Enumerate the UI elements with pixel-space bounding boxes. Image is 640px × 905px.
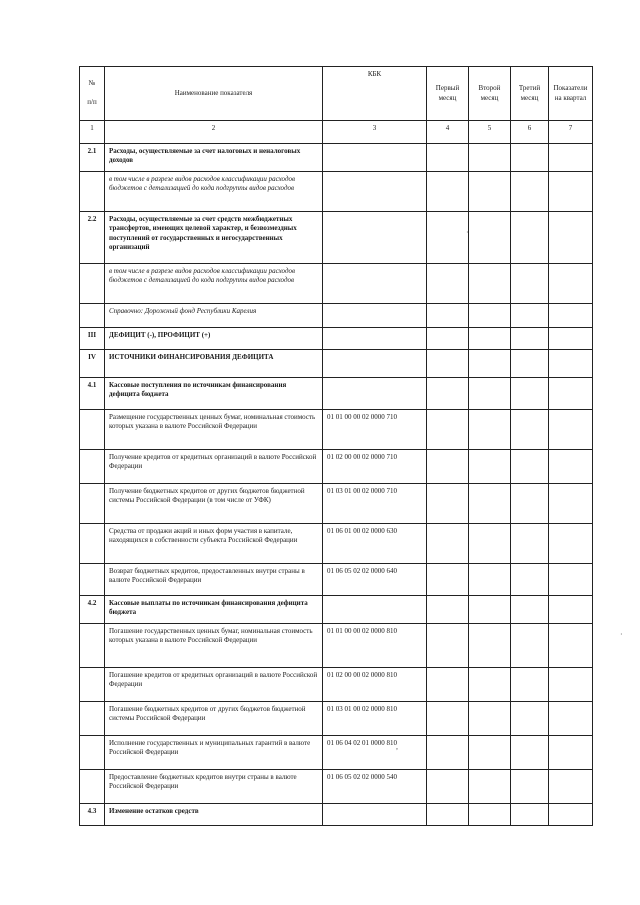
row-number xyxy=(80,524,105,564)
quarter-value xyxy=(549,350,593,378)
month-1-value xyxy=(427,564,469,596)
kbk-code: 01 06 05 02 02 0000 540 xyxy=(323,770,427,804)
index-cell: 3 xyxy=(323,121,427,144)
table-row xyxy=(80,596,593,624)
table-row xyxy=(80,736,593,770)
month-1-value xyxy=(427,304,469,328)
table-row xyxy=(80,378,593,410)
table-row xyxy=(80,212,593,264)
table-row xyxy=(80,328,593,350)
index-cell: 6 xyxy=(511,121,549,144)
month-1-value xyxy=(427,736,469,770)
kbk-code: 01 02 00 00 02 0000 810 xyxy=(323,668,427,702)
month-2-value xyxy=(469,264,511,304)
quarter-value xyxy=(549,596,593,624)
quarter-value xyxy=(549,804,593,826)
kbk-code: 01 01 00 00 02 0000 710 xyxy=(323,410,427,450)
row-number xyxy=(80,410,105,450)
indicator-name: Кассовые выплаты по источникам финансирования дефицита бюджета xyxy=(105,596,323,624)
month-2-value xyxy=(469,350,511,378)
month-3-value xyxy=(511,596,549,624)
row-number xyxy=(80,484,105,524)
month-2-value xyxy=(469,702,511,736)
month-2-value xyxy=(469,596,511,624)
month-1-value xyxy=(427,596,469,624)
month-3-value xyxy=(511,328,549,350)
month-2-value xyxy=(469,524,511,564)
month-1-value xyxy=(427,524,469,564)
quarter-value xyxy=(549,668,593,702)
table-row xyxy=(80,264,593,304)
indicator-name: в том числе в разрезе видов расходов классификации расходов бюджетов с детализацией до кода подгруппы видов расходов xyxy=(105,172,323,212)
month-2-value xyxy=(469,172,511,212)
kbk-code: 01 06 05 02 02 0000 640 xyxy=(323,564,427,596)
month-3-value xyxy=(511,624,549,668)
kbk-code xyxy=(323,304,427,328)
row-number: 4.1 xyxy=(80,378,105,410)
row-number xyxy=(80,450,105,484)
index-cell: 4 xyxy=(427,121,469,144)
indicator-name: Исполнение государственных и муниципальных гарантий в валюте Российской Федерации xyxy=(105,736,323,770)
kbk-code: 01 03 01 00 02 0000 810 xyxy=(323,702,427,736)
month-2-value xyxy=(469,144,511,172)
quarter-value xyxy=(549,450,593,484)
stray-mark: · xyxy=(466,228,469,237)
table-row xyxy=(80,524,593,564)
indicator-name: Расходы, осуществляемые за счет налоговых и неналоговых доходов xyxy=(105,144,323,172)
month-3-value xyxy=(511,564,549,596)
table-row xyxy=(80,668,593,702)
month-1-value xyxy=(427,144,469,172)
table-row xyxy=(80,624,593,668)
month-3-value xyxy=(511,350,549,378)
table-row xyxy=(80,804,593,826)
header-month-2: Второй месяц xyxy=(469,67,511,121)
month-2-value xyxy=(469,378,511,410)
month-3-value xyxy=(511,212,549,264)
table-row xyxy=(80,304,593,328)
quarter-value xyxy=(549,410,593,450)
kbk-code xyxy=(323,264,427,304)
indicator-name: Справочно: Дорожный фонд Республики Карелия xyxy=(105,304,323,328)
row-number: 4.2 xyxy=(80,596,105,624)
month-2-value xyxy=(469,410,511,450)
quarter-value xyxy=(549,624,593,668)
row-number xyxy=(80,264,105,304)
index-cell: 1 xyxy=(80,121,105,144)
month-1-value xyxy=(427,702,469,736)
month-3-value xyxy=(511,804,549,826)
month-2-value xyxy=(469,564,511,596)
month-2-value xyxy=(469,212,511,264)
row-number: 2.1 xyxy=(80,144,105,172)
quarter-value xyxy=(549,702,593,736)
month-3-value xyxy=(511,702,549,736)
indicator-name: Изменение остатков средств xyxy=(105,804,323,826)
indicator-name: Получение бюджетных кредитов от других бюджетов бюджетной системы Российской Федерации (в том числе от УФК) xyxy=(105,484,323,524)
month-3-value xyxy=(511,410,549,450)
kbk-code: 01 01 00 00 02 0000 810 xyxy=(323,624,427,668)
month-3-value xyxy=(511,264,549,304)
indicator-name: Погашение кредитов от кредитных организаций в валюте Российской Федерации xyxy=(105,668,323,702)
row-number: 4.3 xyxy=(80,804,105,826)
quarter-value xyxy=(549,304,593,328)
row-number: III xyxy=(80,328,105,350)
quarter-value xyxy=(549,736,593,770)
row-number xyxy=(80,564,105,596)
row-number xyxy=(80,668,105,702)
table-body xyxy=(80,121,593,826)
header-name: Наименование показателя xyxy=(105,67,323,121)
month-2-value xyxy=(469,770,511,804)
indicator-name: ДЕФИЦИТ (-), ПРОФИЦИТ (+) xyxy=(105,328,323,350)
indicator-name: Расходы, осуществляемые за счет средств межбюджетных трансфертов, имеющих целевой характер, и безвозмездных поступлений от государственных и негосударственных организаций xyxy=(105,212,323,264)
table-row xyxy=(80,450,593,484)
table-row xyxy=(80,702,593,736)
indicator-name: ИСТОЧНИКИ ФИНАНСИРОВАНИЯ ДЕФИЦИТА xyxy=(105,350,323,378)
quarter-value xyxy=(549,172,593,212)
indicator-name: Погашение бюджетных кредитов от других бюджетов бюджетной системы Российской Федерации xyxy=(105,702,323,736)
budget-table xyxy=(79,66,593,826)
index-cell: 7 xyxy=(549,121,593,144)
quarter-value xyxy=(549,264,593,304)
table-row xyxy=(80,564,593,596)
month-1-value xyxy=(427,804,469,826)
quarter-value xyxy=(549,770,593,804)
column-index-row xyxy=(80,121,593,144)
indicator-name: Кассовые поступления по источникам финансирования дефицита бюджета xyxy=(105,378,323,410)
indicator-name: Предоставление бюджетных кредитов внутри страны в валюте Российской Федерации xyxy=(105,770,323,804)
quarter-value xyxy=(549,212,593,264)
month-1-value xyxy=(427,770,469,804)
header-month-3: Третий месяц xyxy=(511,67,549,121)
month-1-value xyxy=(427,350,469,378)
kbk-code: 01 06 01 00 02 0000 630 xyxy=(323,524,427,564)
header-num: № п/п xyxy=(80,67,105,121)
indicator-name: Получение кредитов от кредитных организаций в валюте Российской Федерации xyxy=(105,450,323,484)
row-number xyxy=(80,304,105,328)
table-row xyxy=(80,770,593,804)
row-number xyxy=(80,770,105,804)
row-number xyxy=(80,702,105,736)
quarter-value xyxy=(549,378,593,410)
table-row xyxy=(80,144,593,172)
header-quarter: Показатели на квартал xyxy=(549,67,593,121)
kbk-code: 01 03 01 00 02 0000 710 xyxy=(323,484,427,524)
month-3-value xyxy=(511,378,549,410)
month-3-value xyxy=(511,668,549,702)
table-header-row xyxy=(80,67,593,121)
quarter-value xyxy=(549,328,593,350)
indicator-name: Погашение государственных ценных бумаг, номинальная стоимость которых указана в валюте Российской Федерации xyxy=(105,624,323,668)
month-1-value xyxy=(427,264,469,304)
month-3-value xyxy=(511,172,549,212)
month-1-value xyxy=(427,484,469,524)
header-month-1: Первый месяц xyxy=(427,67,469,121)
index-cell: 2 xyxy=(105,121,323,144)
row-number xyxy=(80,172,105,212)
month-3-value xyxy=(511,524,549,564)
stray-mark: , xyxy=(396,742,398,751)
quarter-value xyxy=(549,524,593,564)
month-3-value xyxy=(511,450,549,484)
month-1-value xyxy=(427,378,469,410)
month-3-value xyxy=(511,304,549,328)
kbk-code xyxy=(323,804,427,826)
kbk-code: 01 02 00 00 02 0000 710 xyxy=(323,450,427,484)
row-number: 2.2 xyxy=(80,212,105,264)
kbk-code xyxy=(323,596,427,624)
kbk-code xyxy=(323,212,427,264)
table-row xyxy=(80,484,593,524)
indicator-name: Возврат бюджетных кредитов, предоставленных внутри страны в валюте Российской Федерации xyxy=(105,564,323,596)
month-1-value xyxy=(427,328,469,350)
row-number xyxy=(80,736,105,770)
month-2-value xyxy=(469,668,511,702)
month-1-value xyxy=(427,172,469,212)
table-row xyxy=(80,410,593,450)
month-2-value xyxy=(469,624,511,668)
month-1-value xyxy=(427,212,469,264)
indicator-name: в том числе в разрезе видов расходов классификации расходов бюджетов с детализацией до кода подгруппы видов расходов xyxy=(105,264,323,304)
indicator-name: Средства от продажи акций и иных форм участия в капитале, находящихся в собственности субъекта Российской Федерации xyxy=(105,524,323,564)
month-3-value xyxy=(511,736,549,770)
month-2-value xyxy=(469,450,511,484)
kbk-code xyxy=(323,328,427,350)
kbk-code xyxy=(323,350,427,378)
month-2-value xyxy=(469,304,511,328)
kbk-code xyxy=(323,172,427,212)
kbk-code: 01 06 04 02 01 0000 810 xyxy=(323,736,427,770)
month-2-value xyxy=(469,736,511,770)
table-row xyxy=(80,172,593,212)
month-2-value xyxy=(469,804,511,826)
month-2-value xyxy=(469,484,511,524)
table-row xyxy=(80,350,593,378)
month-2-value xyxy=(469,328,511,350)
month-1-value xyxy=(427,450,469,484)
month-1-value xyxy=(427,410,469,450)
month-3-value xyxy=(511,484,549,524)
month-1-value xyxy=(427,624,469,668)
index-cell: 5 xyxy=(469,121,511,144)
indicator-name: Размещение государственных ценных бумаг, номинальная стоимость которых указана в валюте Российской Федерации xyxy=(105,410,323,450)
row-number: IV xyxy=(80,350,105,378)
quarter-value xyxy=(549,564,593,596)
month-3-value xyxy=(511,770,549,804)
month-1-value xyxy=(427,668,469,702)
stray-mark: · xyxy=(620,630,623,639)
header-kbk: КБК xyxy=(323,67,427,121)
kbk-code xyxy=(323,378,427,410)
quarter-value xyxy=(549,144,593,172)
kbk-code xyxy=(323,144,427,172)
quarter-value xyxy=(549,484,593,524)
month-3-value xyxy=(511,144,549,172)
row-number xyxy=(80,624,105,668)
